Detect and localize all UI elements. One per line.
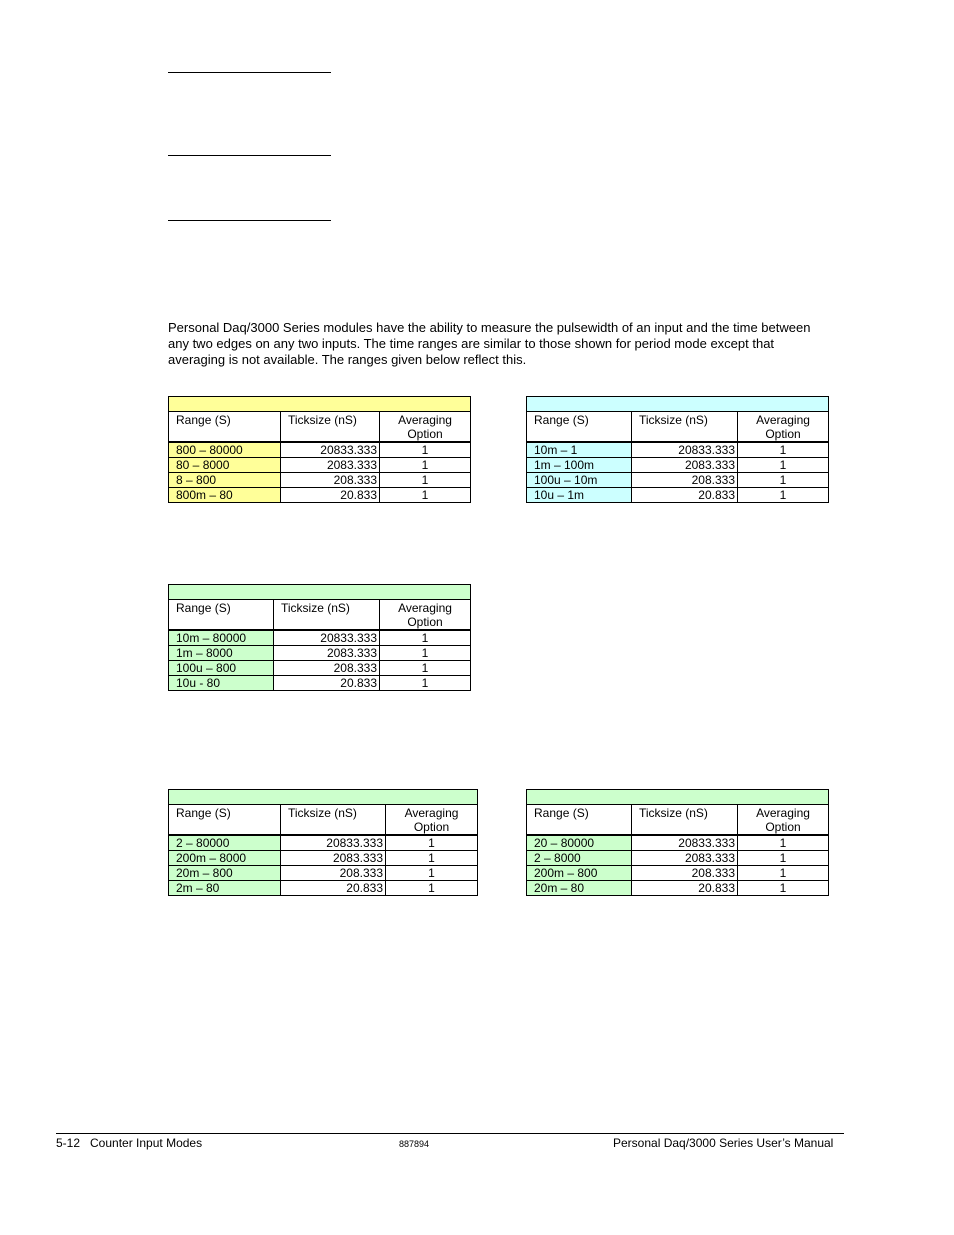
table-row [169,442,471,458]
table-row [527,835,829,851]
range-table-1 [168,396,471,503]
ticksize-cell: 20833.333 [274,630,380,646]
averaging-header: Averaging Option [738,412,829,443]
table-row [527,866,829,881]
ticksize-cell: 2083.333 [632,851,738,866]
ticksize-header: Ticksize (nS) [274,600,380,631]
averaging-cell: 1 [738,488,829,503]
heading-rule-1 [168,72,331,73]
range-cell: 2m – 80 [169,881,281,896]
range-header: Range (S) [527,412,632,443]
ticksize-cell: 2083.333 [274,646,380,661]
range-cell: 2 – 8000 [527,851,632,866]
averaging-cell: 1 [380,488,471,503]
ticksize-cell: 208.333 [274,661,380,676]
table-row [169,851,478,866]
range-cell: 80 – 8000 [169,458,281,473]
table-row [169,488,471,503]
averaging-cell: 1 [380,646,471,661]
range-table-3 [168,584,471,691]
range-cell: 1m – 100m [527,458,632,473]
range-header: Range (S) [169,600,274,631]
ticksize-cell: 208.333 [281,473,380,488]
averaging-cell: 1 [380,661,471,676]
table-row [169,676,471,691]
averaging-cell: 1 [380,458,471,473]
heading-rule-2 [168,155,331,156]
range-table-2 [526,396,829,503]
table-row [527,488,829,503]
table-row [169,646,471,661]
ticksize-header: Ticksize (nS) [281,412,380,443]
range-cell: 8 – 800 [169,473,281,488]
averaging-cell: 1 [380,630,471,646]
ticksize-cell: 208.333 [632,473,738,488]
range-cell: 800m – 80 [169,488,281,503]
averaging-header: Averaging Option [386,805,478,836]
ticksize-cell: 2083.333 [281,458,380,473]
range-header: Range (S) [527,805,632,836]
ticksize-cell: 2083.333 [281,851,386,866]
ticksize-cell: 20.833 [632,488,738,503]
averaging-cell: 1 [738,835,829,851]
averaging-header: Averaging Option [380,600,471,631]
range-cell: 20m – 80 [527,881,632,896]
table-row [169,835,478,851]
footer-left: 5-12 Counter Input Modes [56,1136,203,1150]
range-cell: 10m – 1 [527,442,632,458]
table-row [169,881,478,896]
range-cell: 10m – 80000 [169,630,274,646]
table-color-band [169,790,478,805]
range-cell: 20 – 80000 [527,835,632,851]
range-header: Range (S) [169,412,281,443]
table-color-band [169,585,471,600]
ticksize-cell: 208.333 [632,866,738,881]
range-cell: 200m – 8000 [169,851,281,866]
averaging-cell: 1 [738,851,829,866]
range-cell: 100u – 10m [527,473,632,488]
ticksize-cell: 20833.333 [281,835,386,851]
range-cell: 20m – 800 [169,866,281,881]
ticksize-cell: 20.833 [632,881,738,896]
averaging-cell: 1 [380,676,471,691]
range-cell: 200m – 800 [527,866,632,881]
averaging-header: Averaging Option [738,805,829,836]
table-row [527,881,829,896]
ticksize-cell: 2083.333 [632,458,738,473]
table-row [169,630,471,646]
table-row [169,866,478,881]
footer-rule [56,1133,844,1134]
averaging-cell: 1 [738,458,829,473]
heading-rule-3 [168,220,331,221]
averaging-cell: 1 [738,866,829,881]
table-color-band [527,397,829,412]
ticksize-header: Ticksize (nS) [632,412,738,443]
averaging-cell: 1 [738,881,829,896]
table-row [527,458,829,473]
range-table-4 [168,789,478,896]
range-cell: 2 – 80000 [169,835,281,851]
averaging-header: Averaging Option [380,412,471,443]
range-cell: 1m – 8000 [169,646,274,661]
ticksize-cell: 20.833 [281,488,380,503]
averaging-cell: 1 [380,442,471,458]
intro-paragraph: Personal Daq/3000 Series modules have the ability to measure the pulsewidth of an input and the time between any two edges on any two inputs. The time ranges are similar to those shown for period mode except that averaging is not available. The ranges given below reflect this. [168,320,811,367]
ticksize-cell: 20833.333 [632,442,738,458]
averaging-cell: 1 [738,473,829,488]
ticksize-cell: 20.833 [281,881,386,896]
ticksize-header: Ticksize (nS) [632,805,738,836]
table-row [169,458,471,473]
footer-right: Personal Daq/3000 Series User’s Manual [613,1136,834,1150]
ticksize-cell: 20.833 [274,676,380,691]
averaging-cell: 1 [386,866,478,881]
table-row [169,473,471,488]
range-cell: 10u – 1m [527,488,632,503]
table-color-band [527,790,829,805]
averaging-cell: 1 [386,835,478,851]
averaging-cell: 1 [386,881,478,896]
table-row [527,851,829,866]
ticksize-cell: 208.333 [281,866,386,881]
table-row [169,661,471,676]
averaging-cell: 1 [738,442,829,458]
ticksize-cell: 20833.333 [281,442,380,458]
table-color-band [169,397,471,412]
range-table-5 [526,789,829,896]
footer-center: 887894 [399,1139,430,1149]
ticksize-header: Ticksize (nS) [281,805,386,836]
ticksize-cell: 20833.333 [632,835,738,851]
table-row [527,473,829,488]
table-row [527,442,829,458]
range-cell: 100u – 800 [169,661,274,676]
averaging-cell: 1 [386,851,478,866]
range-cell: 10u - 80 [169,676,274,691]
range-header: Range (S) [169,805,281,836]
range-cell: 800 – 80000 [169,442,281,458]
averaging-cell: 1 [380,473,471,488]
